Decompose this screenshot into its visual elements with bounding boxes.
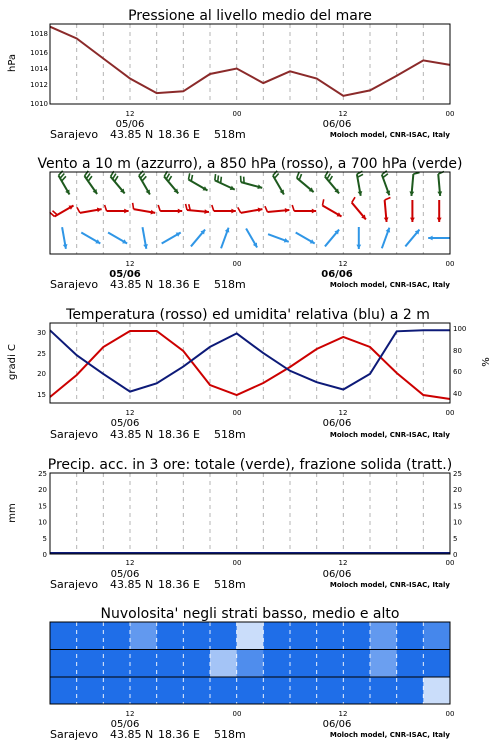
precip-ytick-right: 20 [453, 486, 462, 495]
temp-date-1: 05/06 [110, 418, 140, 429]
location-lon: 18.36 E [158, 128, 200, 141]
pressure-xtick-00b: 00 [445, 110, 455, 118]
cloud-title: Nuvolosita' negli strati basso, medio e alto [100, 606, 400, 622]
wind-700-arrow [241, 176, 263, 189]
wind-date-2: 06/06 [321, 269, 353, 280]
location-elev: 518m [214, 578, 246, 591]
wind-850-arrow [437, 200, 442, 222]
location-city: Sarajevo [50, 128, 99, 141]
wind-10m-arrow [246, 228, 257, 247]
wind-850-arrow [352, 197, 366, 219]
wind-10m-arrow [108, 233, 127, 244]
wind-850-arrow [384, 198, 391, 222]
cloud-xtick-12a: 12 [125, 710, 135, 718]
wind-850-arrow [265, 206, 289, 213]
wind-10m-arrow [405, 230, 419, 247]
cloud-cell-basso [343, 677, 370, 704]
precip-panel [7, 457, 462, 591]
precip-ytick-left: 15 [38, 502, 47, 511]
wind-10m-arrow [356, 227, 361, 249]
pressure-title: Pressione al livello medio del mare [128, 8, 372, 24]
pressure-ytick-1010: 1010 [30, 100, 48, 108]
rh-ytick-100: 100 [453, 325, 467, 333]
cloud-cell-medio [263, 650, 290, 678]
wind-xtick-12a: 12 [125, 260, 135, 268]
cloud-cell-alto [130, 622, 157, 650]
wind-850-arrow [292, 205, 316, 213]
cloud-cell-alto [397, 622, 424, 650]
pressure-source: Moloch model, CNR-ISAC, Italy [329, 131, 450, 139]
rh-ytick-40: 40 [453, 390, 462, 398]
wind-850-arrow [105, 205, 129, 213]
temp-source: Moloch model, CNR-ISAC, Italy [329, 431, 450, 439]
wind-panel [37, 156, 462, 291]
pressure-date-1: 05/06 [115, 119, 145, 130]
location-elev: 518m [214, 128, 246, 141]
rh-ylabel: % [481, 357, 492, 367]
cloud-source: Moloch model, CNR-ISAC, Italy [329, 731, 450, 739]
cloud-cell-medio [130, 650, 157, 678]
cloud-cell-medio [423, 650, 450, 678]
cloud-cell-alto [183, 622, 210, 650]
cloud-cell-basso [77, 677, 104, 704]
pressure-ytick-1012: 1012 [30, 81, 48, 89]
wind-10m-arrow [81, 233, 100, 244]
wind-700-arrow [59, 171, 70, 195]
precip-frame [50, 473, 450, 554]
wind-date-1: 05/06 [109, 269, 141, 280]
wind-10m-arrow [325, 230, 339, 247]
wind-xtick-00b: 00 [445, 260, 455, 268]
cloud-cell-medio [317, 650, 344, 678]
wind-vectors [50, 171, 450, 249]
pressure-date-2: 06/06 [322, 119, 352, 130]
cloud-cell-medio [290, 650, 317, 678]
wind-10m-arrow [268, 234, 289, 242]
wind-700-arrow [215, 174, 235, 190]
wind-700-arrow [84, 171, 97, 194]
cloud-cell-medio [343, 650, 370, 678]
rh-ytick-60: 60 [453, 368, 462, 376]
wind-700-arrow [164, 171, 178, 193]
location-lat: 43.85 N [110, 428, 154, 441]
cloud-cell-alto [423, 622, 450, 650]
wind-10m-arrow [296, 233, 315, 244]
wind-10m-arrow [62, 227, 67, 249]
cloud-cell-basso [263, 677, 290, 704]
location-lon: 18.36 E [158, 728, 200, 741]
pressure-line [50, 27, 450, 96]
precip-ytick-right: 0 [453, 551, 458, 559]
cloud-cell-basso [317, 677, 344, 704]
cloud-cell-basso [290, 677, 317, 704]
location-lat: 43.85 N [110, 728, 154, 741]
location-lon: 18.36 E [158, 278, 200, 291]
temp-xtick-12a: 12 [125, 409, 135, 417]
pressure-ylabel: hPa [7, 53, 18, 73]
pressure-xtick-12b: 12 [338, 110, 348, 118]
precip-xtick-00b: 00 [445, 559, 455, 567]
precip-ytick-right: 25 [453, 470, 462, 478]
cloud-heatmap [50, 622, 451, 704]
precip-ytick-left: 10 [38, 518, 47, 527]
wind-700-arrow [325, 171, 339, 193]
wind-700-arrow [297, 172, 314, 192]
wind-10m-arrow [382, 228, 390, 249]
cloud-cell-alto [343, 622, 370, 650]
temp-xtick-00a: 00 [232, 409, 242, 417]
pressure-location [50, 128, 246, 141]
pressure-xtick-12a: 12 [125, 110, 135, 118]
wind-700-arrow [409, 173, 419, 196]
temp-ytick-20: 20 [37, 370, 46, 378]
wind-850-arrow [238, 207, 263, 213]
temp-frame [50, 323, 450, 403]
location-lon: 18.36 E [158, 428, 200, 441]
wind-700-arrow [111, 171, 125, 193]
precip-yticks [38, 470, 462, 559]
temp-date-2: 06/06 [322, 418, 352, 429]
pressure-ytick-1016: 1016 [30, 49, 48, 57]
cloud-cell-alto [210, 622, 237, 650]
wind-850-arrow [212, 205, 236, 213]
cloud-cell-medio [237, 650, 264, 678]
wind-10m-arrow [191, 230, 205, 247]
precip-source: Moloch model, CNR-ISAC, Italy [329, 581, 450, 589]
pressure-xtick-00a: 00 [232, 110, 242, 118]
precip-ytick-right: 5 [453, 534, 458, 543]
location-city: Sarajevo [50, 578, 99, 591]
wind-700-arrow [139, 171, 150, 195]
pressure-ytick-1018: 1018 [30, 30, 48, 38]
cloud-cell-medio [210, 650, 237, 678]
cloud-cell-medio [50, 650, 77, 678]
location-city: Sarajevo [50, 428, 99, 441]
wind-10m-arrow [428, 236, 450, 241]
pressure-gridlines [77, 24, 424, 104]
wind-700-arrow [273, 171, 284, 195]
cloud-cell-alto [50, 622, 77, 650]
cloud-cell-medio [370, 650, 397, 678]
wind-10m-arrow [162, 233, 181, 244]
cloud-cell-alto [317, 622, 344, 650]
cloud-cell-alto [290, 622, 317, 650]
cloud-cell-basso [50, 677, 77, 704]
cloud-cell-alto [157, 622, 184, 650]
precip-ytick-right: 10 [453, 518, 462, 527]
precip-gridlines [77, 473, 424, 554]
location-city: Sarajevo [50, 278, 99, 291]
temp-ylabel: gradi C [7, 344, 18, 380]
wind-850-arrow [50, 206, 74, 217]
temp-xtick-12b: 12 [338, 409, 348, 417]
cloud-cell-basso [237, 677, 264, 704]
precip-xtick-12a: 12 [125, 559, 135, 567]
precip-ytick-left: 5 [42, 534, 47, 543]
cloud-cell-medio [183, 650, 210, 678]
cloud-cell-alto [370, 622, 397, 650]
precip-location [50, 578, 246, 591]
cloud-cell-medio [157, 650, 184, 678]
cloud-xtick-12b: 12 [338, 710, 348, 718]
cloud-cell-alto [263, 622, 290, 650]
cloud-cell-alto [77, 622, 104, 650]
cloud-location [50, 728, 246, 741]
cloud-date-1: 05/06 [110, 719, 140, 730]
wind-700-arrow [382, 171, 390, 196]
wind-title: Vento a 10 m (azzurro), a 850 hPa (rosso), a 700 hPa (verde) [37, 156, 463, 172]
precip-ytick-left: 0 [42, 551, 47, 559]
humidity-line [50, 330, 450, 391]
cloud-cell-basso [157, 677, 184, 704]
precip-ytick-left: 25 [38, 470, 47, 478]
wind-source: Moloch model, CNR-ISAC, Italy [329, 281, 450, 289]
temp-ytick-15: 15 [37, 391, 46, 399]
wind-700-arrow [357, 171, 363, 196]
location-lat: 43.85 N [110, 128, 154, 141]
precip-date-2: 06/06 [322, 569, 352, 580]
temp-panel [7, 307, 492, 441]
precip-ytick-left: 20 [38, 486, 47, 495]
cloud-date-2: 06/06 [322, 719, 352, 730]
location-city: Sarajevo [50, 728, 99, 741]
cloud-panel [50, 606, 454, 741]
cloud-cell-basso [397, 677, 424, 704]
precip-ylabel: mm [7, 503, 18, 523]
wind-location [50, 278, 246, 291]
precip-title: Precip. acc. in 3 ore: totale (verde), frazione solida (tratt.) [47, 457, 453, 473]
wind-700-arrow [437, 172, 444, 196]
location-elev: 518m [214, 428, 246, 441]
cloud-cell-medio [77, 650, 104, 678]
cloud-cell-basso [103, 677, 130, 704]
location-lat: 43.85 N [110, 578, 154, 591]
wind-850-arrow [410, 200, 415, 222]
temp-location [50, 428, 246, 441]
cloud-cell-alto [237, 622, 264, 650]
wind-10m-arrow [142, 227, 147, 249]
pressure-ytick-1014: 1014 [30, 65, 48, 73]
wind-850-arrow [322, 199, 341, 216]
temp-ytick-25: 25 [37, 350, 46, 358]
location-lon: 18.36 E [158, 578, 200, 591]
cloud-xtick-00a: 00 [232, 710, 242, 718]
precip-xtick-00a: 00 [232, 559, 242, 567]
cloud-cell-basso [183, 677, 210, 704]
precip-xtick-12b: 12 [338, 559, 348, 567]
cloud-cell-basso [210, 677, 237, 704]
wind-850-arrow [158, 205, 182, 213]
wind-700-arrow [188, 173, 207, 190]
wind-xtick-00a: 00 [232, 260, 242, 268]
wind-850-arrow [133, 203, 156, 215]
location-elev: 518m [214, 278, 246, 291]
location-elev: 518m [214, 728, 246, 741]
cloud-cell-medio [103, 650, 130, 678]
wind-10m-arrow [221, 228, 229, 249]
cloud-xtick-00b: 00 [445, 710, 455, 718]
rh-ytick-80: 80 [453, 347, 462, 355]
cloud-cell-medio [397, 650, 424, 678]
temp-xtick-00b: 00 [445, 409, 455, 417]
cloud-cell-basso [423, 677, 450, 704]
temp-ytick-30: 30 [37, 329, 46, 337]
precip-date-1: 05/06 [110, 569, 140, 580]
wind-xtick-12b: 12 [338, 260, 348, 268]
precip-ytick-right: 15 [453, 502, 462, 511]
cloud-cell-basso [370, 677, 397, 704]
location-lat: 43.85 N [110, 278, 154, 291]
temp-title: Temperatura (rosso) ed umidita' relativa (blu) a 2 m [66, 307, 430, 323]
pressure-panel [7, 8, 454, 141]
wind-850-arrow [77, 207, 102, 213]
cloud-cell-basso [130, 677, 157, 704]
cloud-cell-alto [103, 622, 130, 650]
wind-850-arrow [186, 204, 209, 214]
